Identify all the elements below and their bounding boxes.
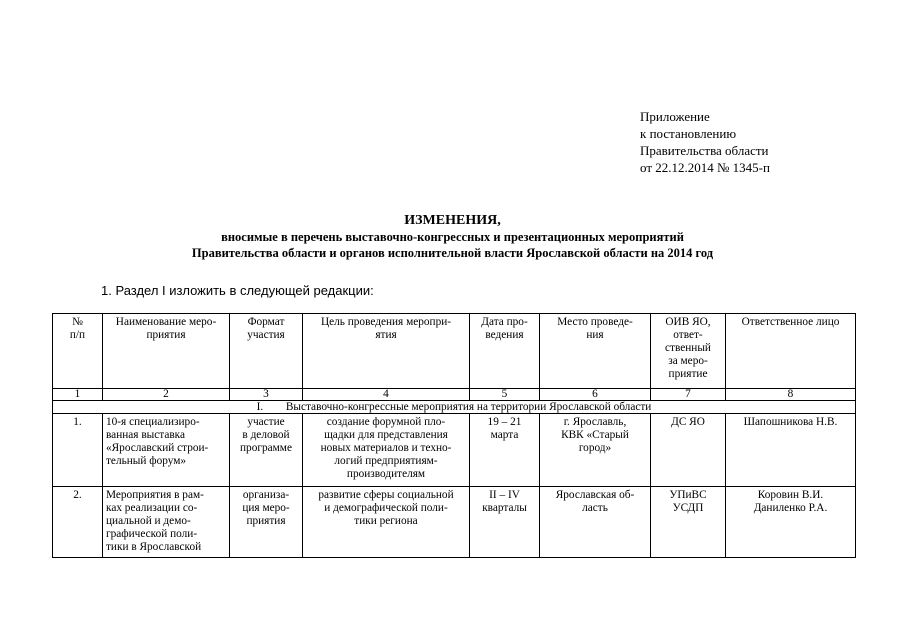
column-number: 8 <box>726 389 856 401</box>
intro-paragraph: 1. Раздел I изложить в следующей редакции: <box>101 283 374 298</box>
title-subtitle-line: вносимые в перечень выставочно-конгрессных и презентационных мероприятий <box>221 230 684 244</box>
title-subtitle-line: Правительства области и органов исполнительной власти Ярославской области на 2014 год <box>191 246 714 260</box>
document-title <box>0 212 905 261</box>
row-number: 1. <box>53 414 103 487</box>
header-cell: Место проведе- ния <box>540 314 651 389</box>
event-responsible: Коровин В.И. Даниленко Р.А. <box>726 487 856 558</box>
header-cell: Ответственное лицо <box>726 314 856 389</box>
event-oiv: ДС ЯО <box>651 414 726 487</box>
table-header-row <box>53 314 856 389</box>
appendix-line: от 22.12.2014 № 1345-п <box>640 160 770 175</box>
event-date: II – IV кварталы <box>470 487 540 558</box>
event-place: г. Ярославль, КВК «Старый город» <box>540 414 651 487</box>
table-row <box>53 414 856 487</box>
column-number: 6 <box>540 389 651 401</box>
appendix-line: Правительства области <box>640 143 769 158</box>
events-table <box>52 313 856 558</box>
column-number: 7 <box>651 389 726 401</box>
header-cell: № п/п <box>53 314 103 389</box>
event-name: Мероприятия в рам- ках реализации со- циальной и демо- графической поли- тики в Ярославской <box>103 487 230 558</box>
header-cell: Цель проведения меропри- ятия <box>303 314 470 389</box>
event-oiv: УПиВС УСДП <box>651 487 726 558</box>
section-heading-row <box>53 401 856 414</box>
appendix-block <box>640 108 770 176</box>
table-row <box>53 487 856 558</box>
event-format: организа- ция меро- приятия <box>230 487 303 558</box>
appendix-line: Приложение <box>640 109 710 124</box>
header-cell: ОИВ ЯО, ответ- ственный за меро- приятие <box>651 314 726 389</box>
row-number: 2. <box>53 487 103 558</box>
column-number: 3 <box>230 389 303 401</box>
event-date: 19 – 21 марта <box>470 414 540 487</box>
column-number-row <box>53 389 856 401</box>
event-place: Ярославская об- ласть <box>540 487 651 558</box>
event-goal: создание форумной пло- щадки для представления новых материалов и техно- логий предприятиям- производителям <box>303 414 470 487</box>
event-responsible: Шапошникова Н.В. <box>726 414 856 487</box>
header-cell: Дата про- ведения <box>470 314 540 389</box>
title-heading: ИЗМЕНЕНИЯ, <box>404 213 501 228</box>
event-goal: развитие сферы социальной и демографической поли- тики региона <box>303 487 470 558</box>
column-number: 1 <box>53 389 103 401</box>
appendix-line: к постановлению <box>640 126 737 141</box>
column-number: 2 <box>103 389 230 401</box>
header-cell: Формат участия <box>230 314 303 389</box>
column-number: 5 <box>470 389 540 401</box>
header-cell: Наименование меро- приятия <box>103 314 230 389</box>
section-heading: I. Выставочно-конгрессные мероприятия на территории Ярославской области <box>53 401 856 414</box>
event-name: 10-я специализиро- ванная выставка «Ярославский строи- тельный форум» <box>103 414 230 487</box>
column-number: 4 <box>303 389 470 401</box>
event-format: участие в деловой программе <box>230 414 303 487</box>
